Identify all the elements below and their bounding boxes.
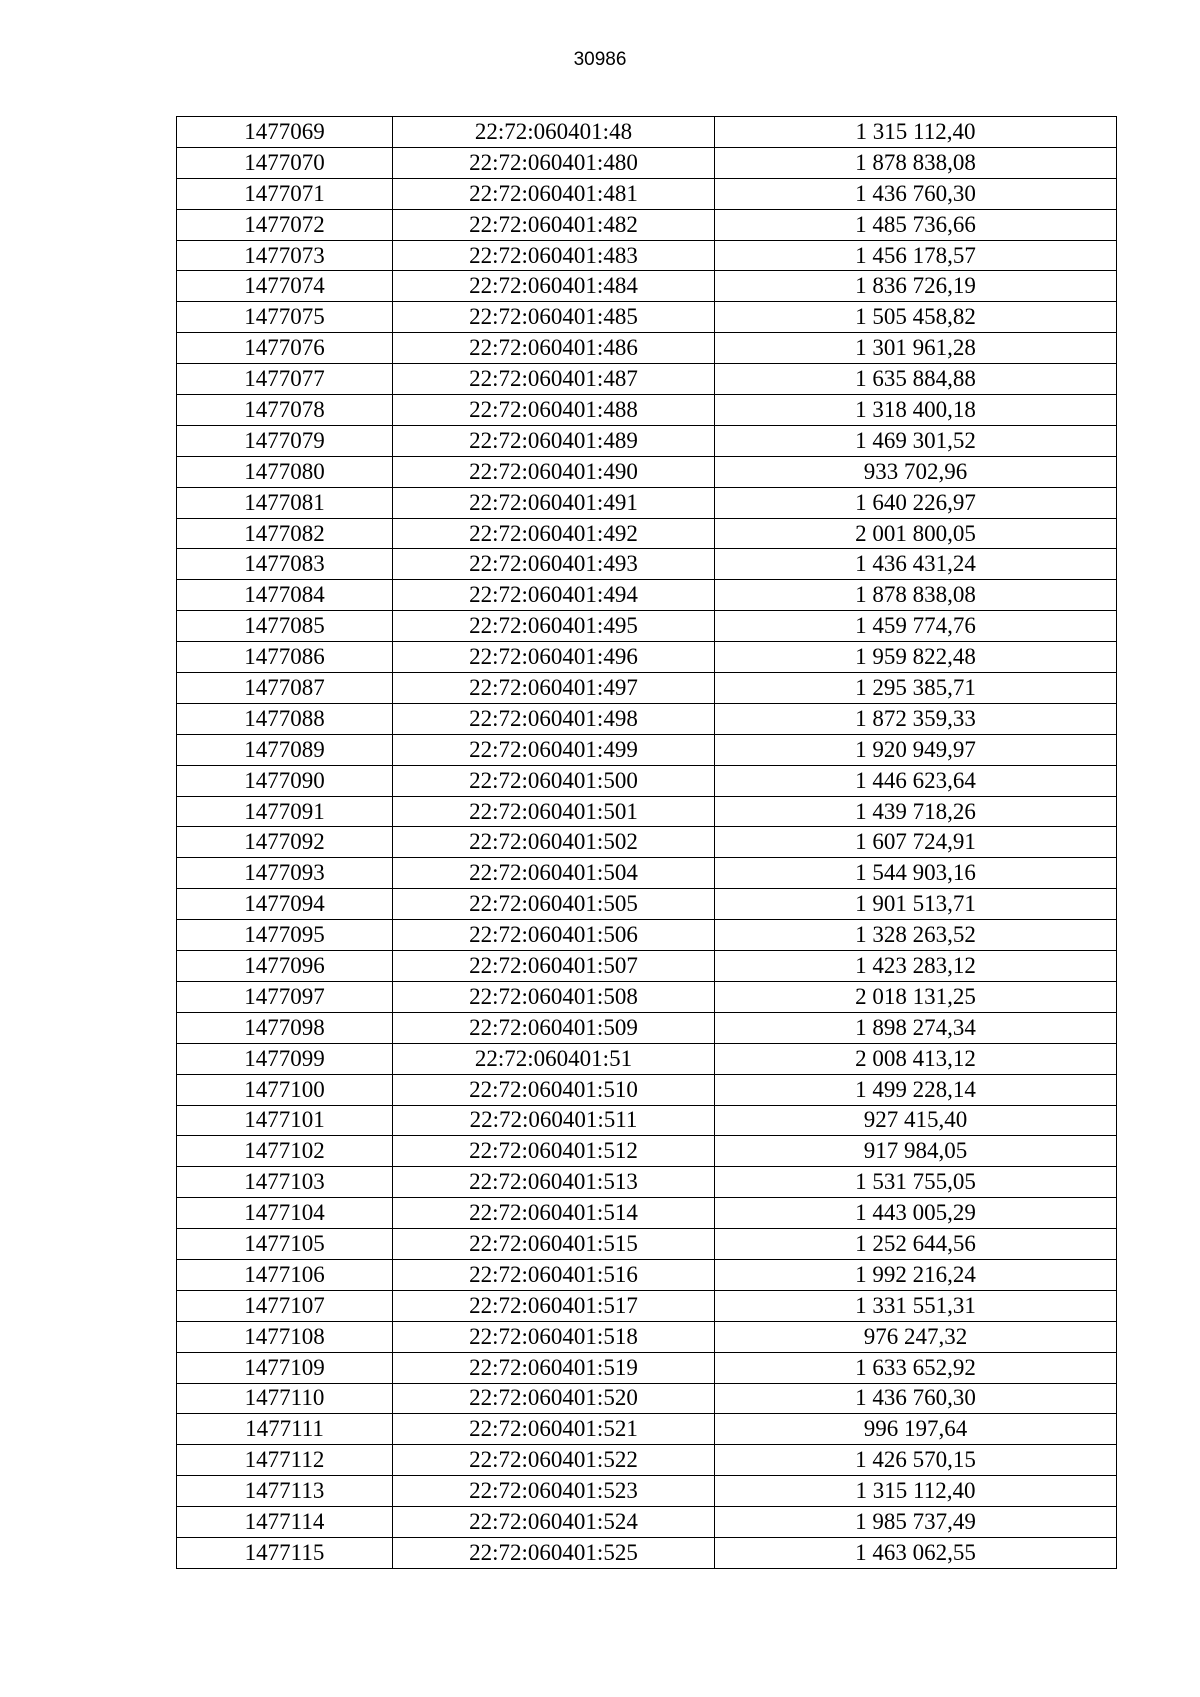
cadastral-value-cell: 1 295 385,71 (715, 673, 1117, 704)
cadastral-number-cell: 22:72:060401:511 (393, 1105, 715, 1136)
table-row (177, 1136, 1117, 1167)
table-row (177, 1074, 1117, 1105)
record-number-cell: 1477074 (177, 271, 393, 302)
cadastral-value-cell: 1 436 760,30 (715, 178, 1117, 209)
cadastral-value-cell: 1 436 760,30 (715, 1383, 1117, 1414)
table-row (177, 240, 1117, 271)
table-row (177, 827, 1117, 858)
cadastral-number-cell: 22:72:060401:523 (393, 1476, 715, 1507)
cadastral-number-cell: 22:72:060401:490 (393, 456, 715, 487)
cadastral-value-cell: 927 415,40 (715, 1105, 1117, 1136)
table-row (177, 1414, 1117, 1445)
record-number-cell: 1477082 (177, 518, 393, 549)
cadastral-value-cell: 1 331 551,31 (715, 1290, 1117, 1321)
table-row (177, 703, 1117, 734)
cadastral-value-cell: 1 252 644,56 (715, 1229, 1117, 1260)
table-row (177, 425, 1117, 456)
cadastral-value-cell: 1 485 736,66 (715, 209, 1117, 240)
table-row (177, 889, 1117, 920)
cadastral-number-cell: 22:72:060401:509 (393, 1012, 715, 1043)
table-row (177, 951, 1117, 982)
cadastral-number-cell: 22:72:060401:482 (393, 209, 715, 240)
cadastral-value-cell: 1 878 838,08 (715, 580, 1117, 611)
cadastral-number-cell: 22:72:060401:484 (393, 271, 715, 302)
record-number-cell: 1477103 (177, 1167, 393, 1198)
cadastral-number-cell: 22:72:060401:494 (393, 580, 715, 611)
table-row (177, 1012, 1117, 1043)
table-row (177, 178, 1117, 209)
record-number-cell: 1477092 (177, 827, 393, 858)
table-row (177, 642, 1117, 673)
table-row (177, 673, 1117, 704)
record-number-cell: 1477108 (177, 1321, 393, 1352)
cadastral-number-cell: 22:72:060401:513 (393, 1167, 715, 1198)
cadastral-number-cell: 22:72:060401:506 (393, 920, 715, 951)
table-row (177, 487, 1117, 518)
cadastral-number-cell: 22:72:060401:519 (393, 1352, 715, 1383)
table-row (177, 1290, 1117, 1321)
cadastral-number-cell: 22:72:060401:516 (393, 1259, 715, 1290)
cadastral-value-cell: 1 426 570,15 (715, 1445, 1117, 1476)
cadastral-number-cell: 22:72:060401:491 (393, 487, 715, 518)
cadastral-number-cell: 22:72:060401:496 (393, 642, 715, 673)
cadastral-value-cell: 1 836 726,19 (715, 271, 1117, 302)
cadastral-value-cell: 1 872 359,33 (715, 703, 1117, 734)
cadastral-value-cell: 1 531 755,05 (715, 1167, 1117, 1198)
table-row (177, 271, 1117, 302)
table-body (177, 117, 1117, 1569)
table-row (177, 147, 1117, 178)
cadastral-number-cell: 22:72:060401:525 (393, 1537, 715, 1568)
record-number-cell: 1477072 (177, 209, 393, 240)
cadastral-number-cell: 22:72:060401:500 (393, 765, 715, 796)
cadastral-number-cell: 22:72:060401:502 (393, 827, 715, 858)
table-row (177, 364, 1117, 395)
record-number-cell: 1477113 (177, 1476, 393, 1507)
record-number-cell: 1477100 (177, 1074, 393, 1105)
cadastral-value-cell: 1 544 903,16 (715, 858, 1117, 889)
cadastral-number-cell: 22:72:060401:515 (393, 1229, 715, 1260)
cadastral-value-cell: 1 423 283,12 (715, 951, 1117, 982)
record-number-cell: 1477086 (177, 642, 393, 673)
record-number-cell: 1477070 (177, 147, 393, 178)
cadastral-value-cell: 933 702,96 (715, 456, 1117, 487)
record-number-cell: 1477106 (177, 1259, 393, 1290)
record-number-cell: 1477110 (177, 1383, 393, 1414)
cadastral-value-cell: 1 439 718,26 (715, 796, 1117, 827)
cadastral-value-cell: 1 436 431,24 (715, 549, 1117, 580)
cadastral-value-cell: 1 920 949,97 (715, 734, 1117, 765)
cadastral-number-cell: 22:72:060401:505 (393, 889, 715, 920)
cadastral-number-cell: 22:72:060401:480 (393, 147, 715, 178)
cadastral-value-cell: 1 992 216,24 (715, 1259, 1117, 1290)
cadastral-value-cell: 1 443 005,29 (715, 1198, 1117, 1229)
cadastral-value-cell: 1 318 400,18 (715, 395, 1117, 426)
cadastral-number-cell: 22:72:060401:481 (393, 178, 715, 209)
record-number-cell: 1477078 (177, 395, 393, 426)
table-row (177, 1445, 1117, 1476)
record-number-cell: 1477081 (177, 487, 393, 518)
record-number-cell: 1477089 (177, 734, 393, 765)
table-row (177, 1198, 1117, 1229)
cadastral-value-cell: 1 985 737,49 (715, 1507, 1117, 1538)
record-number-cell: 1477088 (177, 703, 393, 734)
cadastral-number-cell: 22:72:060401:487 (393, 364, 715, 395)
record-number-cell: 1477079 (177, 425, 393, 456)
cadastral-number-cell: 22:72:060401:499 (393, 734, 715, 765)
table-row (177, 549, 1117, 580)
cadastral-value-cell: 1 459 774,76 (715, 611, 1117, 642)
cadastral-value-cell: 1 607 724,91 (715, 827, 1117, 858)
table-row (177, 1105, 1117, 1136)
record-number-cell: 1477099 (177, 1043, 393, 1074)
cadastral-value-cell: 1 901 513,71 (715, 889, 1117, 920)
cadastral-value-cell: 1 315 112,40 (715, 117, 1117, 148)
table-row (177, 796, 1117, 827)
cadastral-number-cell: 22:72:060401:514 (393, 1198, 715, 1229)
record-number-cell: 1477094 (177, 889, 393, 920)
record-number-cell: 1477097 (177, 981, 393, 1012)
table-row (177, 981, 1117, 1012)
table-row (177, 302, 1117, 333)
record-number-cell: 1477080 (177, 456, 393, 487)
table-row (177, 1321, 1117, 1352)
cadastral-number-cell: 22:72:060401:495 (393, 611, 715, 642)
table-row (177, 765, 1117, 796)
cadastral-value-cell: 1 898 274,34 (715, 1012, 1117, 1043)
cadastral-value-cell: 917 984,05 (715, 1136, 1117, 1167)
cadastral-value-cell: 1 505 458,82 (715, 302, 1117, 333)
record-number-cell: 1477112 (177, 1445, 393, 1476)
cadastral-number-cell: 22:72:060401:520 (393, 1383, 715, 1414)
record-number-cell: 1477084 (177, 580, 393, 611)
cadastral-value-cell: 2 001 800,05 (715, 518, 1117, 549)
cadastral-value-cell: 1 456 178,57 (715, 240, 1117, 271)
cadastral-number-cell: 22:72:060401:517 (393, 1290, 715, 1321)
record-number-cell: 1477077 (177, 364, 393, 395)
cadastral-value-cell: 1 301 961,28 (715, 333, 1117, 364)
table-row (177, 1229, 1117, 1260)
table-row (177, 1352, 1117, 1383)
table-row (177, 333, 1117, 364)
record-number-cell: 1477098 (177, 1012, 393, 1043)
cadastral-value-cell: 1 463 062,55 (715, 1537, 1117, 1568)
cadastral-number-cell: 22:72:060401:488 (393, 395, 715, 426)
record-number-cell: 1477091 (177, 796, 393, 827)
cadastral-value-cell: 1 640 226,97 (715, 487, 1117, 518)
record-number-cell: 1477076 (177, 333, 393, 364)
table-row (177, 395, 1117, 426)
record-number-cell: 1477090 (177, 765, 393, 796)
record-number-cell: 1477102 (177, 1136, 393, 1167)
cadastral-value-cell: 1 878 838,08 (715, 147, 1117, 178)
cadastral-number-cell: 22:72:060401:504 (393, 858, 715, 889)
cadastral-number-cell: 22:72:060401:497 (393, 673, 715, 704)
cadastral-number-cell: 22:72:060401:492 (393, 518, 715, 549)
cadastral-number-cell: 22:72:060401:508 (393, 981, 715, 1012)
page-number: 30986 (573, 49, 627, 70)
record-number-cell: 1477095 (177, 920, 393, 951)
table-row (177, 456, 1117, 487)
cadastral-number-cell: 22:72:060401:485 (393, 302, 715, 333)
record-number-cell: 1477109 (177, 1352, 393, 1383)
record-number-cell: 1477096 (177, 951, 393, 982)
record-number-cell: 1477107 (177, 1290, 393, 1321)
table-row (177, 580, 1117, 611)
cadastral-number-cell: 22:72:060401:510 (393, 1074, 715, 1105)
table-row (177, 518, 1117, 549)
table-row (177, 1507, 1117, 1538)
cadastral-number-cell: 22:72:060401:518 (393, 1321, 715, 1352)
cadastral-value-cell: 996 197,64 (715, 1414, 1117, 1445)
record-number-cell: 1477104 (177, 1198, 393, 1229)
cadastral-value-cell: 1 315 112,40 (715, 1476, 1117, 1507)
cadastral-value-cell: 1 469 301,52 (715, 425, 1117, 456)
cadastral-value-cell: 1 633 652,92 (715, 1352, 1117, 1383)
record-number-cell: 1477073 (177, 240, 393, 271)
cadastral-number-cell: 22:72:060401:522 (393, 1445, 715, 1476)
cadastral-number-cell: 22:72:060401:524 (393, 1507, 715, 1538)
cadastral-number-cell: 22:72:060401:48 (393, 117, 715, 148)
table-row (177, 117, 1117, 148)
record-number-cell: 1477111 (177, 1414, 393, 1445)
table-row (177, 1537, 1117, 1568)
cadastral-value-cell: 1 959 822,48 (715, 642, 1117, 673)
record-number-cell: 1477105 (177, 1229, 393, 1260)
cadastral-number-cell: 22:72:060401:498 (393, 703, 715, 734)
cadastral-number-cell: 22:72:060401:483 (393, 240, 715, 271)
table-row (177, 1259, 1117, 1290)
cadastral-value-cell: 1 328 263,52 (715, 920, 1117, 951)
record-number-cell: 1477071 (177, 178, 393, 209)
cadastral-number-cell: 22:72:060401:521 (393, 1414, 715, 1445)
cadastral-value-cell: 976 247,32 (715, 1321, 1117, 1352)
table-row (177, 734, 1117, 765)
cadastral-value-cell: 2 018 131,25 (715, 981, 1117, 1012)
cadastral-value-table (176, 116, 1117, 1569)
table-row (177, 1043, 1117, 1074)
table-row (177, 858, 1117, 889)
record-number-cell: 1477093 (177, 858, 393, 889)
record-number-cell: 1477069 (177, 117, 393, 148)
cadastral-number-cell: 22:72:060401:512 (393, 1136, 715, 1167)
cadastral-value-cell: 1 499 228,14 (715, 1074, 1117, 1105)
table-row (177, 1167, 1117, 1198)
record-number-cell: 1477083 (177, 549, 393, 580)
record-number-cell: 1477101 (177, 1105, 393, 1136)
cadastral-number-cell: 22:72:060401:486 (393, 333, 715, 364)
cadastral-number-cell: 22:72:060401:507 (393, 951, 715, 982)
cadastral-number-cell: 22:72:060401:493 (393, 549, 715, 580)
record-number-cell: 1477085 (177, 611, 393, 642)
cadastral-number-cell: 22:72:060401:51 (393, 1043, 715, 1074)
cadastral-value-cell: 1 446 623,64 (715, 765, 1117, 796)
cadastral-number-cell: 22:72:060401:501 (393, 796, 715, 827)
record-number-cell: 1477114 (177, 1507, 393, 1538)
table-row (177, 1476, 1117, 1507)
table-row (177, 920, 1117, 951)
cadastral-number-cell: 22:72:060401:489 (393, 425, 715, 456)
table-row (177, 209, 1117, 240)
cadastral-value-cell: 2 008 413,12 (715, 1043, 1117, 1074)
table-row (177, 1383, 1117, 1414)
cadastral-value-cell: 1 635 884,88 (715, 364, 1117, 395)
record-number-cell: 1477075 (177, 302, 393, 333)
record-number-cell: 1477087 (177, 673, 393, 704)
table-row (177, 611, 1117, 642)
record-number-cell: 1477115 (177, 1537, 393, 1568)
